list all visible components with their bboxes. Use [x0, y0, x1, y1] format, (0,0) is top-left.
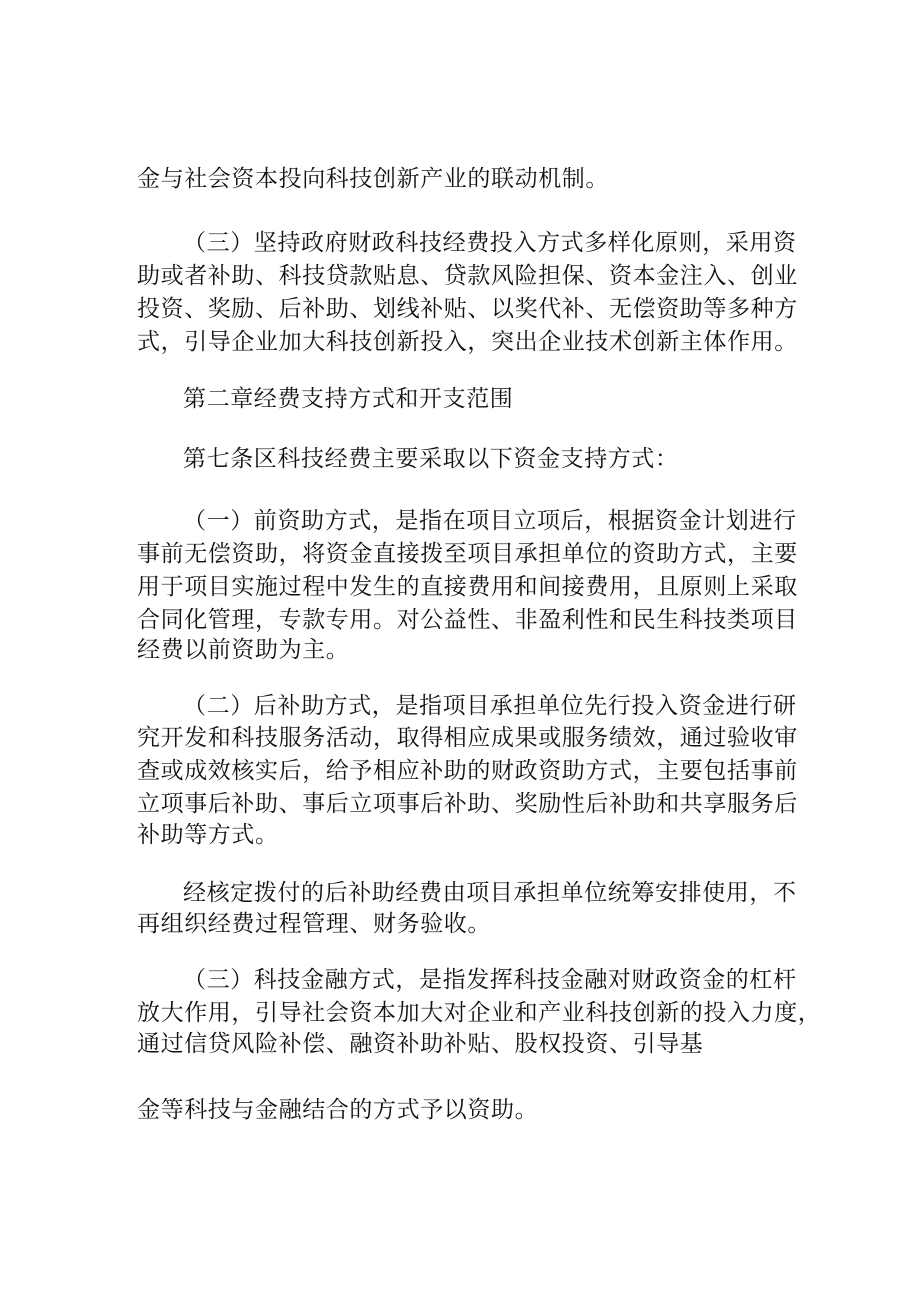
text-line: 经费以前资助为主。 — [137, 637, 350, 663]
text-line: 合同化管理，专款专用。对公益性、非盈利性和民生科技类项目 — [137, 607, 798, 633]
text-line: 用于项目实施过程中发生的直接费用和间接费用，且原则上采取 — [137, 574, 798, 600]
text-line: 补助等方式。 — [137, 822, 279, 848]
paragraph-first-line: （三）坚持政府财政科技经费投入方式多样化原则，采用资 — [183, 230, 797, 256]
text-line: 查或成效核实后，给予相应补助的财政资助方式，主要包括事前 — [137, 758, 798, 784]
text-line: 通过信贷风险补偿、融资补助补贴、股权投资、引导基 — [137, 1031, 704, 1057]
text-line: 金与社会资本投向科技创新产业的联动机制。 — [137, 166, 609, 192]
text-line: 投资、奖励、后补助、划线补贴、以奖代补、无偿资助等多种方 — [137, 296, 798, 322]
paragraph-first-line: （一）前资助方式，是指在项目立项后，根据资金计划进行 — [183, 508, 797, 534]
text-line: 金等科技与金融结合的方式予以资助。 — [137, 1097, 539, 1123]
text-line: 再组织经费过程管理、财务验收。 — [137, 911, 491, 937]
chapter-heading: 第二章经费支持方式和开支范围 — [183, 386, 514, 412]
text-line: 放大作用，引导社会资本加大对企业和产业科技创新的投入力度， — [137, 1000, 822, 1026]
text-line: 究开发和科技服务活动，取得相应成果或服务绩效，通过验收审 — [137, 725, 798, 751]
article-heading: 第七条区科技经费主要采取以下资金支持方式： — [183, 446, 679, 472]
text-line: 式，引导企业加大科技创新投入，突出企业技术创新主体作用。 — [137, 329, 798, 355]
text-line: 助或者补助、科技贷款贴息、贷款风险担保、资本金注入、创业 — [137, 263, 798, 289]
paragraph-first-line: （二）后补助方式，是指项目承担单位先行投入资金进行研 — [183, 693, 797, 719]
text-line: 立项事后补助、事后立项事后补助、奖励性后补助和共享服务后 — [137, 791, 798, 817]
paragraph-first-line: 经核定拨付的后补助经费由项目承担单位统筹安排使用，不 — [183, 880, 797, 906]
paragraph-first-line: （三）科技金融方式，是指发挥科技金融对财政资金的杠杆 — [183, 967, 797, 993]
text-line: 事前无偿资助，将资金直接拨至项目承担单位的资助方式，主要 — [137, 541, 798, 567]
